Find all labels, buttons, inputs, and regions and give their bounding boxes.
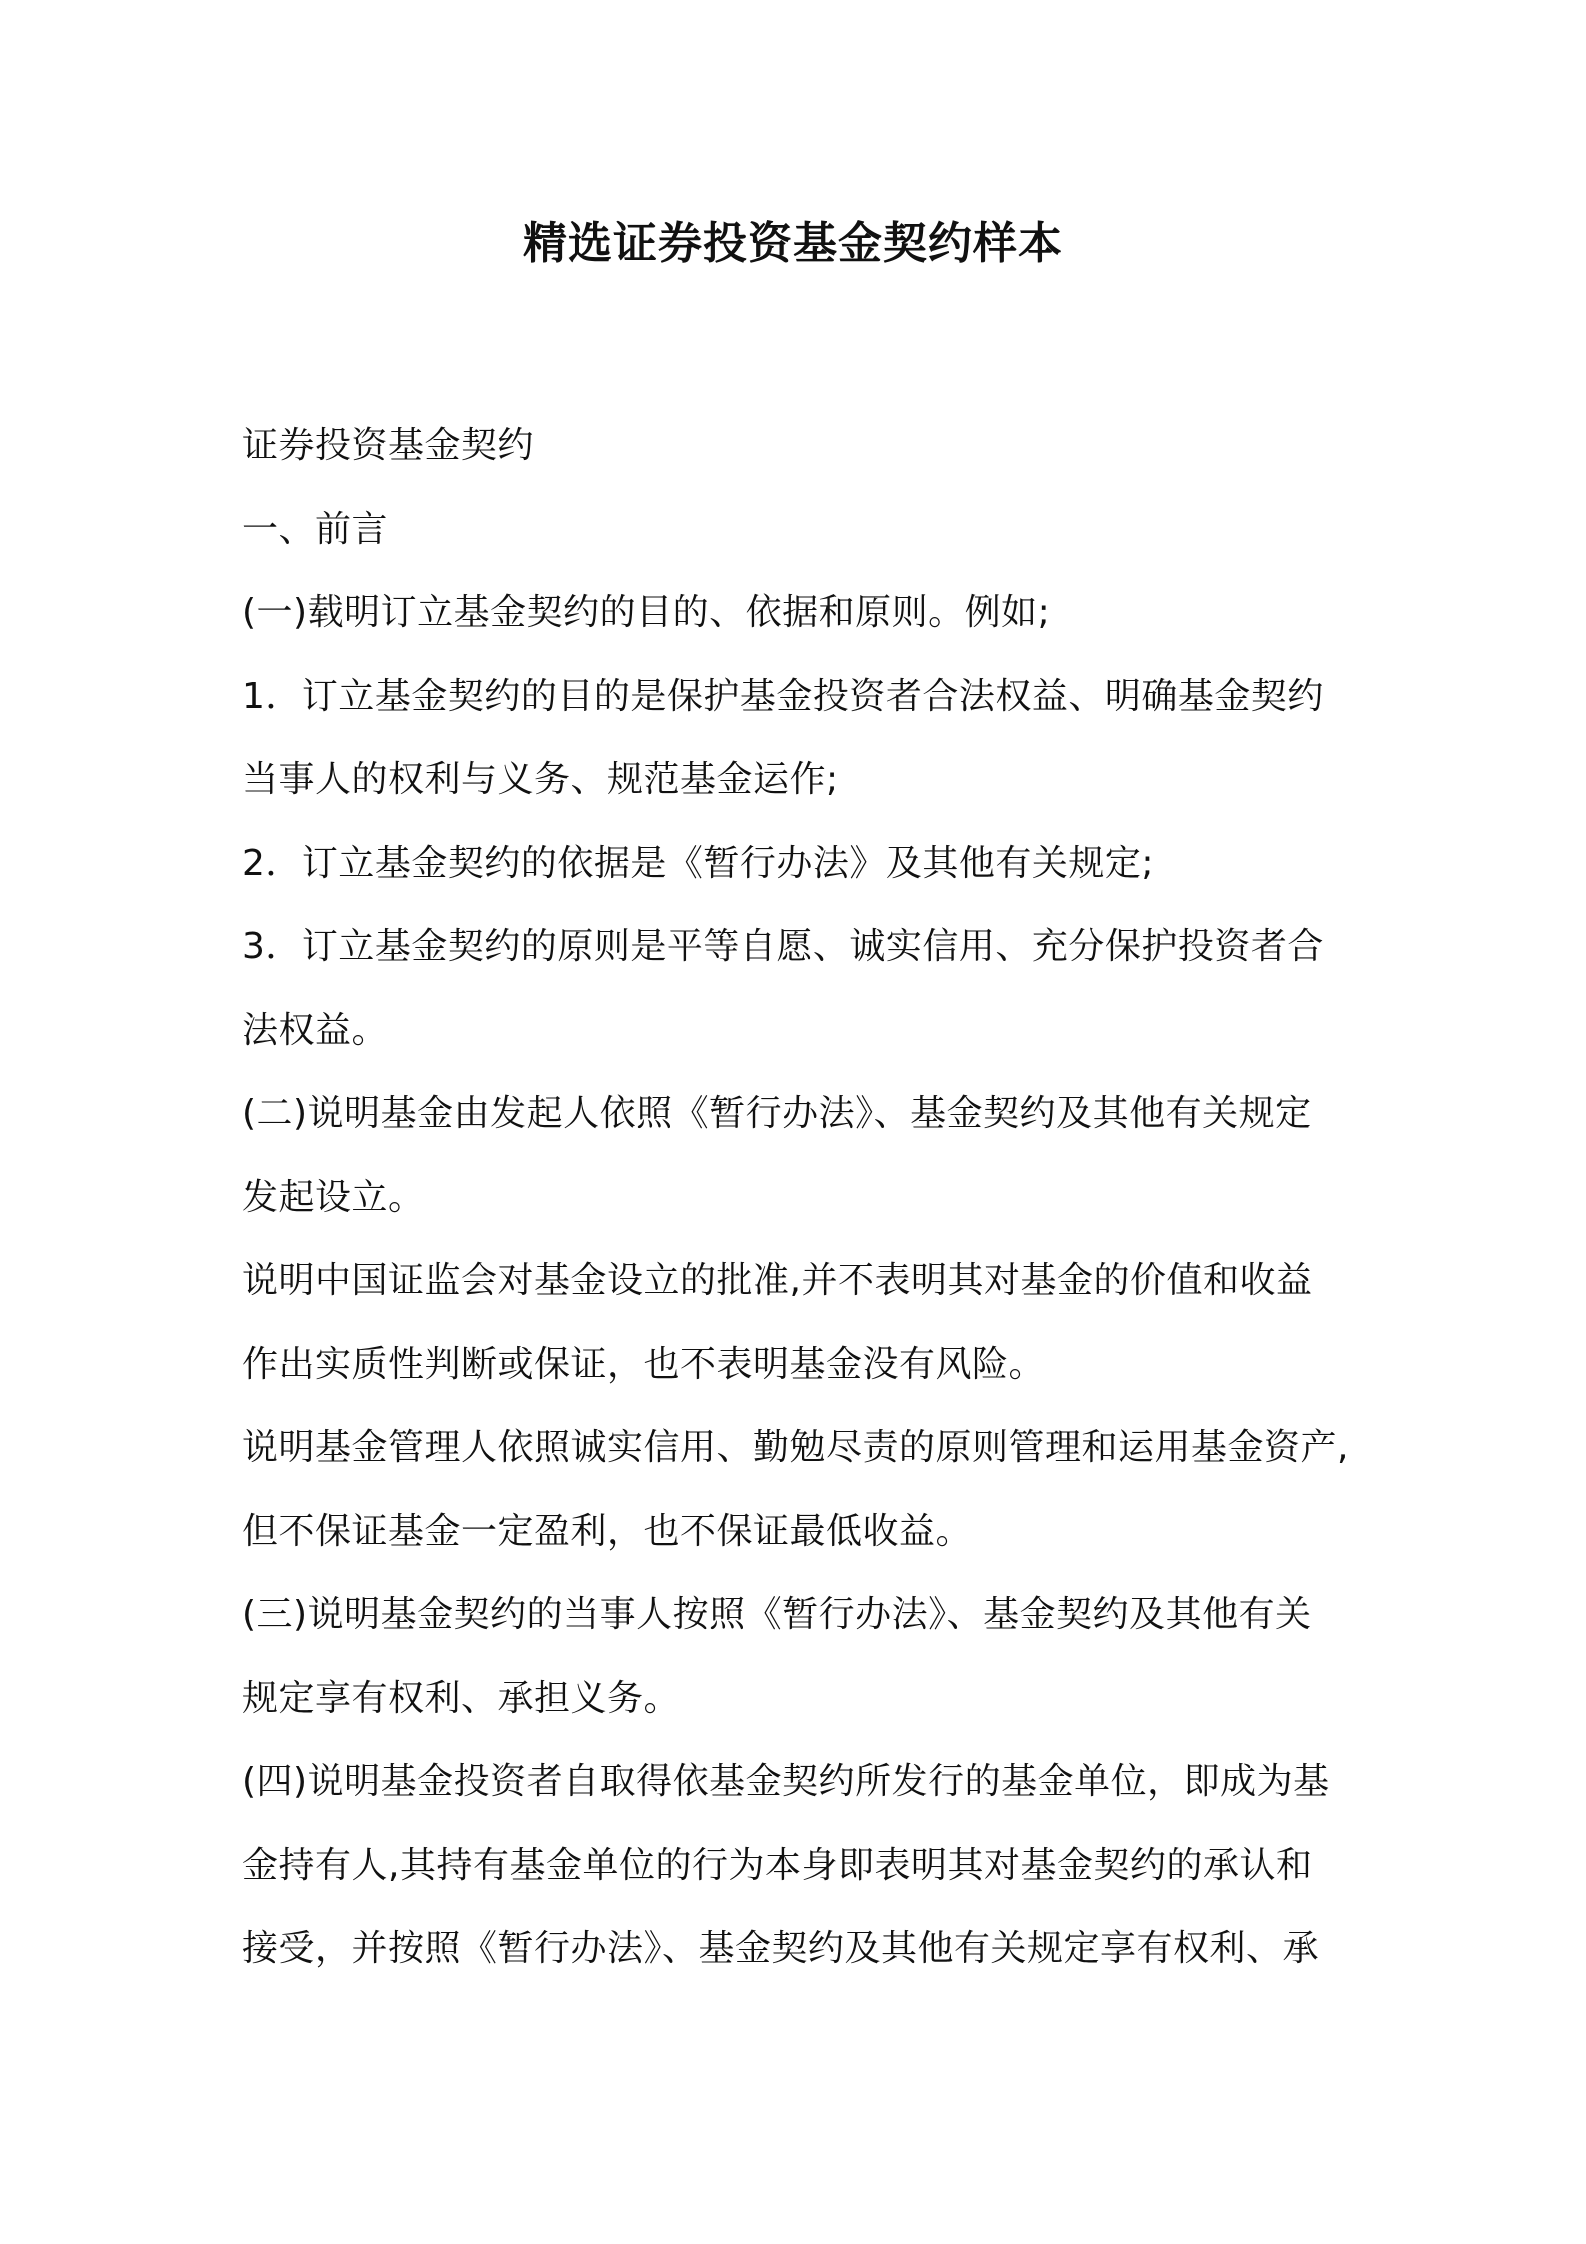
paragraph-line: 金持有人,其持有基金单位的行为本身即表明其对基金契约的承认和 xyxy=(242,1844,1313,1886)
section-heading-preface: 一、前言 xyxy=(242,508,389,550)
paragraph-line: 接受，并按照《暂行办法》、基金契约及其他有关规定享有权利、承 xyxy=(242,1928,1320,1969)
paragraph-line: (一)载明订立基金契约的目的、依据和原则。例如; xyxy=(242,592,1051,633)
paragraph-line: 规定享有权利、承担义务。 xyxy=(242,1677,681,1719)
paragraph-line: (四)说明基金投资者自取得依基金契约所发行的基金单位，即成为基 xyxy=(242,1761,1330,1802)
paragraph-line: 但不保证基金一定盈利，也不保证最低收益。 xyxy=(242,1510,973,1552)
paragraph-line: 法权益。 xyxy=(242,1009,389,1051)
paragraph-line: 3．订立基金契约的原则是平等自愿、诚实信用、充分保护投资者合 xyxy=(242,926,1324,967)
paragraph-line: 作出实质性判断或保证，也不表明基金没有风险。 xyxy=(242,1343,1046,1385)
paragraph-line: 1．订立基金契约的目的是保护基金投资者合法权益、明确基金契约 xyxy=(242,675,1324,717)
document-body xyxy=(242,404,1372,1991)
paragraph-line: 发起设立。 xyxy=(242,1176,425,1218)
paragraph-line: (二)说明基金由发起人依照《暂行办法》、基金契约及其他有关规定 xyxy=(242,1093,1312,1134)
paragraph-line: 2．订立基金契约的依据是《暂行办法》及其他有关规定; xyxy=(242,842,1155,884)
paragraph-line: (三)说明基金契约的当事人按照《暂行办法》、基金契约及其他有关 xyxy=(242,1594,1312,1635)
document-title: 精选证券投资基金契约样本 xyxy=(523,218,1063,269)
paragraph-line: 当事人的权利与义务、规范基金运作; xyxy=(242,759,839,800)
paragraph-line: 说明基金管理人依照诚实信用、勤勉尽责的原则管理和运用基金资产, xyxy=(242,1427,1349,1468)
paragraph-line: 说明中国证监会对基金设立的批准,并不表明其对基金的价值和收益 xyxy=(242,1260,1313,1301)
section-heading-contract: 证券投资基金契约 xyxy=(242,425,535,466)
